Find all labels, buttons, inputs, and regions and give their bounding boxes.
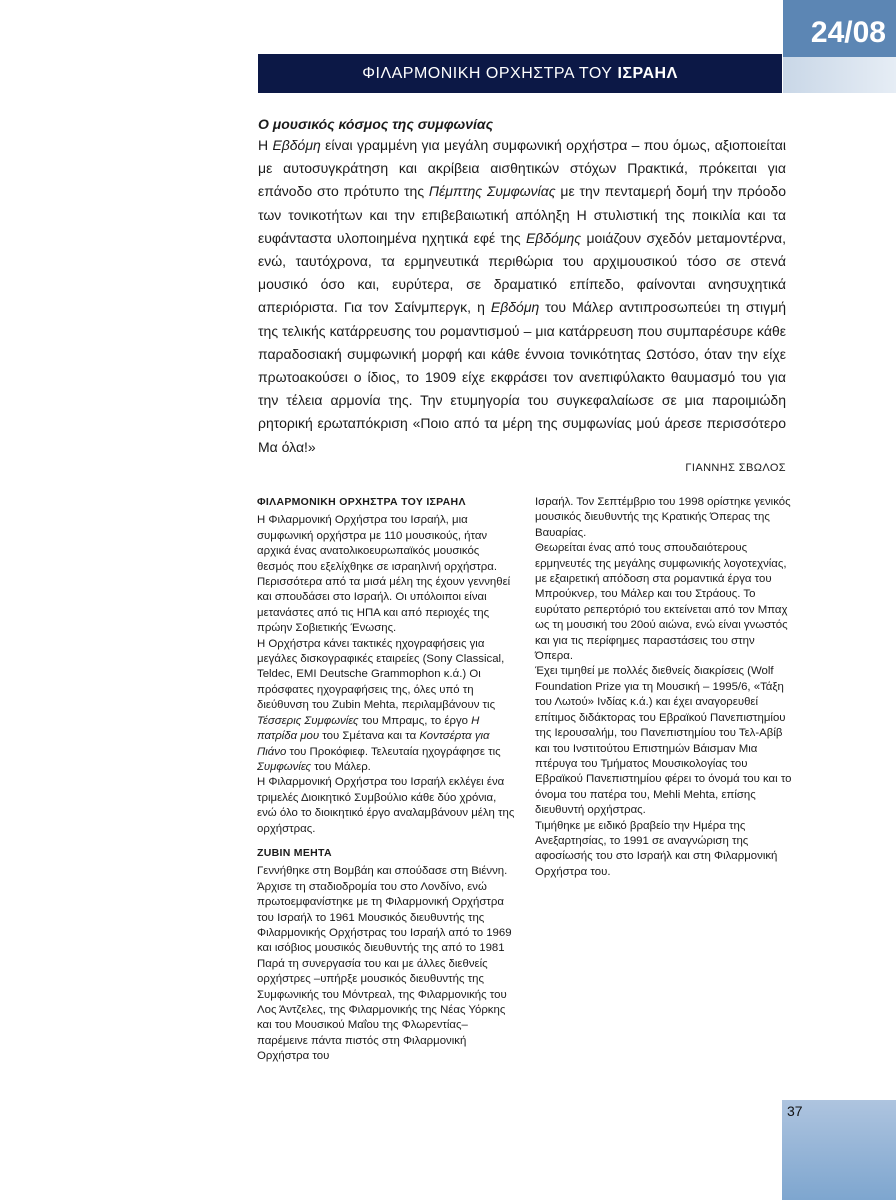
orchestra-text: του Σμέτανα και τα (319, 730, 420, 743)
essay-body (258, 134, 786, 459)
orchestra-para-1: Η Φιλαρμονική Ορχήστρα του Ισραήλ, μια συμφωνική ορχήστρα με 110 μουσικούς, ήταν αρχικά ένας ανατολικοευρωπαϊκός μουσικός θεσμός που εξελίχθηκε σε ισραηλινή ορχήστρα. Περισσότερα από τα μισά μέλη της έχουν γεννηθεί και σπουδάσει στο Ισραήλ. Οι υπόλοιποι είναι μετανάστες από τις ΗΠΑ και από περιοχές της πρώην Σοβιετικής Ένωσης. (257, 514, 511, 635)
issue-number: 24/08 (810, 16, 886, 49)
corner-strip (783, 57, 896, 93)
page-number: 37 (787, 1103, 803, 1119)
essay-author: ΓΙΑΝΝΗΣ ΣΒΩΛΟΣ (685, 461, 786, 474)
essay-heading: Ο μουσικός κόσμος της συμφωνίας (258, 116, 494, 132)
essay-italic: Πέμπτης Συμφωνίας (428, 183, 556, 200)
mehta-para-1: Γεννήθηκε στη Βομβάη και σπούδασε στη Βιέννη. Άρχισε τη σταδιοδρομία του στο Λονδίνο, ενώ πρωτοεμφανίστηκε με τη Φιλαρμονική Ορχήστρα του Ισραήλ το 1961 Μουσικός διευθυντής της Φιλαρμονικής Ορχήστρας του Ισραήλ από το 1969 και ισόβιος μουσικός διευθυντής της από το 1981 Παρά τη συνεργασία του και με άλλες διεθνείς ορχήστρες –υπήρξε μουσικός διευθυντής της Συμφωνικής του Μόντρεαλ, της Φιλαρμονικής του Λος Άντζελες, της Φιλαρμονικής της Νέας Υόρκης και του Μουσικού Μαΐου της Φλωρεντίας– παρέμεινε πάντα πιστός στη Φιλαρμονική Ορχήστρα του (257, 865, 512, 1063)
orchestra-para-3: Η Φιλαρμονική Ορχήστρα του Ισραήλ εκλέγει ένα τριμελές Διοικητικό Συμβούλιο κάθε δύο χρόνια, ενώ όλο το διοικητικό έργο αναλαμβάνουν μέλη της ορχήστρας. (257, 776, 515, 835)
issue-tab (783, 0, 896, 57)
title-prefix: ΦΙΛΑΡΜΟΝΙΚΗ ΟΡΧΗΣΤΡΑ ΤΟΥ (362, 64, 613, 82)
orchestra-italic: Συμφωνίες (257, 760, 312, 773)
orchestra-text: του Προκόφιεφ. Τελευταία ηχογράφησε τις (286, 745, 501, 758)
title-emphasis: ΙΣΡΑΗΛ (617, 64, 678, 82)
orchestra-para-2 (257, 637, 515, 776)
orchestra-text: του Μάλερ. (311, 760, 371, 773)
orchestra-text: του Μπραμς, το έργο (358, 714, 472, 727)
orchestra-italic: Τέσσερις Συμφωνίες (257, 714, 359, 727)
title-bar (258, 54, 782, 93)
mehta-para-3: Έχει τιμηθεί με πολλές διεθνείς διακρίσεις (Wolf Foundation Prize για τη Μουσική – 1995/6, «Τάξη του Λωτού» Ινδίας κ.ά.) και έχει αναγορευθεί επίτιμος διδάκτορας του Εβραϊκού Πανεπιστημίου της Ιερουσαλήμ, του Πανεπιστημίου του Τελ-Αβίβ και του Ινστιτούτου Επιστημών Βάισμαν Μια πτέρυγα του Τμήματος Μουσικολογίας του Εβραϊκού Πανεπιστημίου φέρει το όνομά του και το όνομα του πατέρα του, Mehli Mehta, επίσης διευθυντή ορχήστρας. (535, 665, 792, 817)
orchestra-italic: Κοντσέρτα για Πιάνο (257, 730, 490, 758)
mehta-para-2: Θεωρείται ένας από τους σπουδαιότερους ερμηνευτές της μεγάλης συμφωνικής λογοτεχνίας, με εξαιρετική απόδοση στα ρομαντικά έργα του Μπρούκνερ, του Μάλερ και του Στράους. Το ευρύτατο ρεπερτόριό του εκτείνεται από τον Μπαχ ως τη μουσική του 20ού αιώνα, ενώ είναι γνωστός και για τις περίφημες παραστάσεις του στην Όπερα. (535, 542, 788, 663)
mehta-title: ZUBIN ΜΕΗΤΑ (257, 846, 332, 859)
essay-italic: Εβδόμης (525, 229, 582, 246)
mehta-para-1-continued: Ισραήλ. Τον Σεπτέμβριο του 1998 ορίστηκε γενικός μουσικός διευθυντής της Κρατικής Όπερας της Βαυαρίας. (535, 496, 791, 539)
essay (258, 116, 786, 474)
mehta-para-4: Τιμήθηκε με ειδικό βραβείο την Ημέρα της Ανεξαρτησίας, το 1991 σε αναγνώριση της αφοσίωσής του στο Ισραήλ και στη Φιλαρμονική Ορχήστρα του. (535, 819, 778, 878)
orchestra-title: ΦΙΛΑΡΜΟΝΙΚΗ ΟΡΧΗΣΤΡΑ ΤΟΥ ΙΣΡΑΗΛ (257, 496, 466, 508)
essay-text: Η (258, 137, 273, 153)
left-column (257, 495, 515, 1065)
orchestra-italic: Η πατρίδα μου (257, 714, 480, 743)
page-number-block (782, 1100, 896, 1200)
essay-text: μοιάζουν σχεδόν μεταμοντέρνα, ενώ, ταυτόχρονα, τα ερμηνευτικά περιθώρια του αρχιμουσικού τόσο σε στενά μουσικό όσο και, ευρύτερα, σε δραματικό επίπεδο, φαίνονται ανησυχητικά απεριόριστα. Για τον Σαίνμπεργκ, η (258, 229, 786, 316)
right-column (535, 495, 793, 880)
essay-text: του Μάλερ αντιπροσωπεύει τη στιγμή της τελικής κατάρρευσης του ρομαντισμού – μια κατάρρευση που συμπαρέσυρε κάθε παραδοσιακή συμφωνική μορφή και κάθε έννοια τονικότητας Ωστόσο, όταν την είχε πρωτοακούσει ο ίδιος, το 1909 είχε εκφράσει τον ανεπιφύλακτο θαυμασμό του για την τέλεια αρμονία της. Την ετυμηγορία του συγκεφαλαίωσε σε μια παροιμιώδη ρητορική ερωταπόκριση «Ποιο από τα μέρη της συμφωνίας μού άρεσε περισσότερο Μα όλα!» (258, 299, 787, 455)
essay-italic: Εβδόμη (272, 137, 321, 153)
orchestra-text: Η Ορχήστρα κάνει τακτικές ηχογραφήσεις για μεγάλες δισκογραφικές εταιρείες (Sony Classical, Teldec, EMI Deutsche Grammophon κ.ά.) Οι πρόσφατες ηχογραφήσεις της, όλες υπό τη διεύθυνση του Zubin Mehta, περιλαμβάνουν τις (257, 637, 505, 712)
essay-italic: Εβδόμη (490, 299, 540, 316)
essay-text: με την πενταμερή δομή την πρόοδο των τονικοτήτων και την επιβεβαιωτική απόληξη Η στυλιστική της ποικιλία και τα ευφάνταστα υλοποιημένα ηχητικά εφέ της (258, 183, 786, 246)
essay-text: είναι γραμμένη για μεγάλη συμφωνική ορχήστρα – που όμως, αξιοποιείται με αυτοσυγκράτηση και ακρίβεια αισθητικών στόχων Πρακτικά, πρόκειται για επάνοδο στο πρότυπο της (258, 137, 787, 200)
